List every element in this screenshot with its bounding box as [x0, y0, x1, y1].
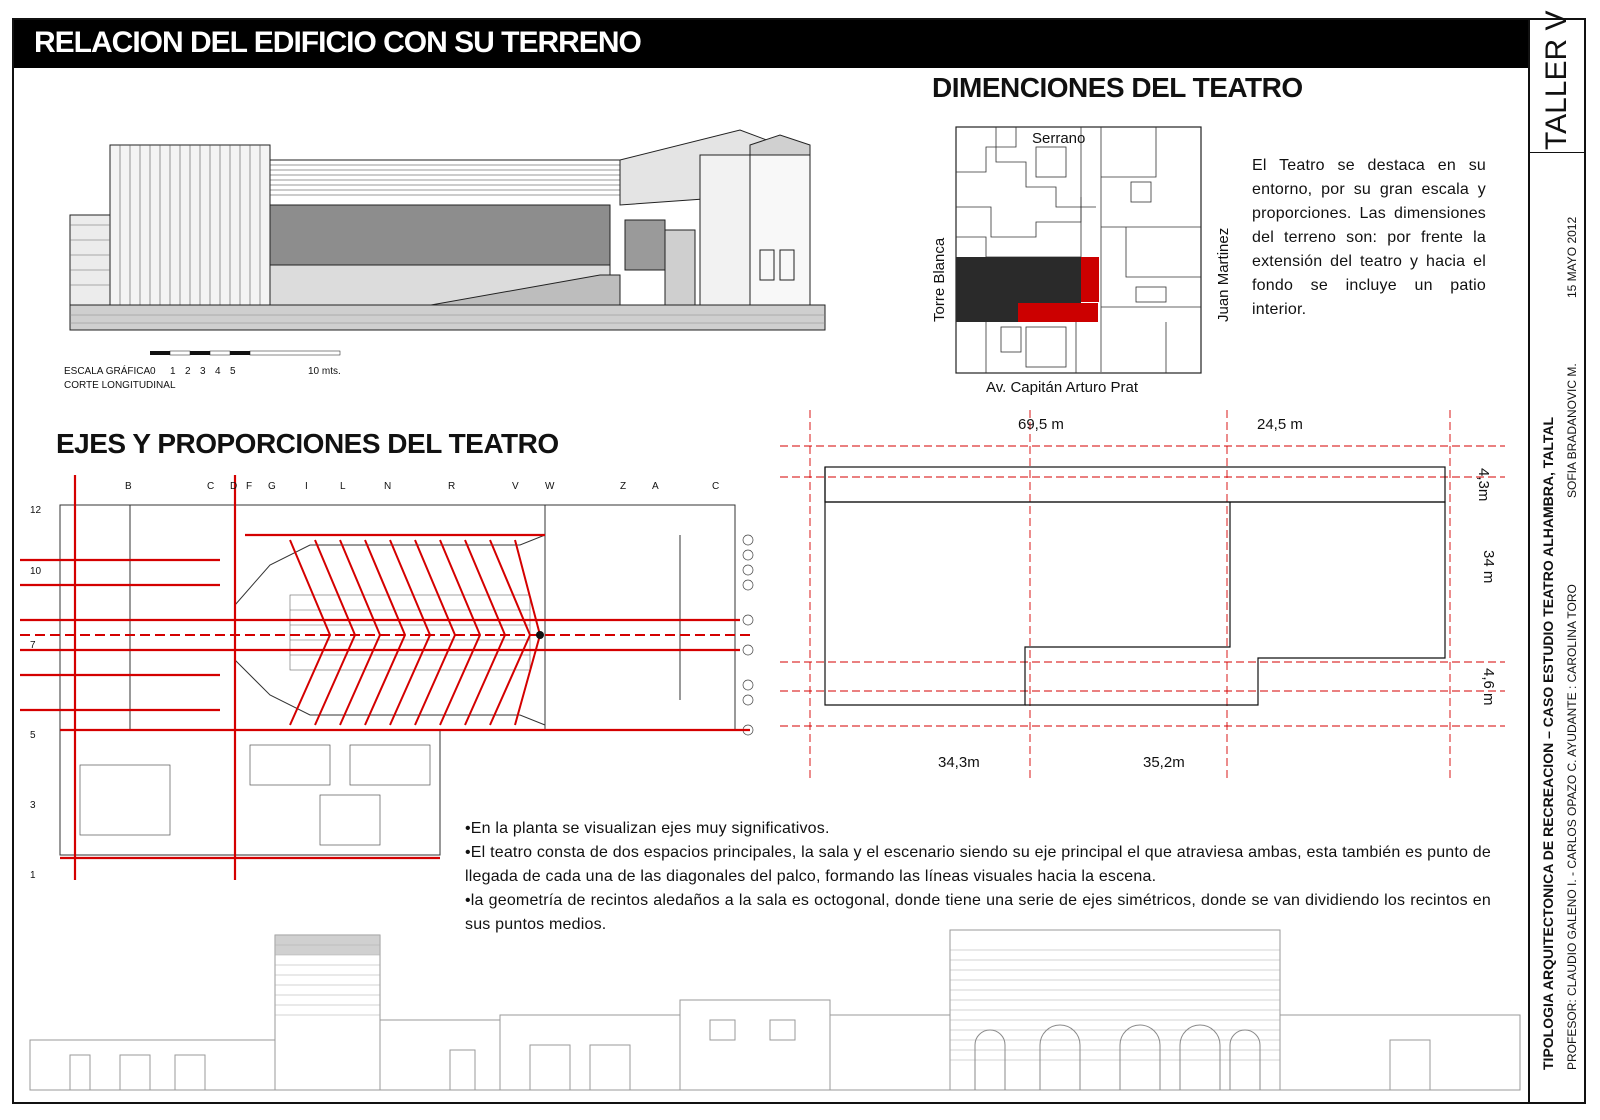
- title-banner: [14, 20, 1528, 68]
- scale-end: 10 mts.: [308, 366, 341, 377]
- dim-24-5: 24,5 m: [1257, 416, 1303, 433]
- street-prat: Av. Capitán Arturo Prat: [986, 379, 1139, 396]
- scale-number-1: 1: [170, 366, 176, 377]
- axis-row-10: 10: [30, 566, 42, 577]
- street-torre-blanca: Torre Blanca: [931, 237, 948, 322]
- project-label: TIPOLOGIA ARQUITECTONICA DE RECREACION – CASO ESTUDIO TEATRO ALHAMBRA, TALTAL: [1540, 416, 1556, 1070]
- dim-35-2: 35,2m: [1143, 754, 1185, 771]
- axis-label-n: N: [384, 481, 392, 492]
- axis-label-i: I: [305, 481, 308, 492]
- scale-number-3: 3: [200, 366, 206, 377]
- axis-label-v: V: [512, 481, 519, 492]
- axis-label-r: R: [448, 481, 456, 492]
- staff-label: PROFESOR: CLAUDIO GALENO I. - CARLOS OPAZO C. AYUDANTE : CAROLINA TORO: [1565, 584, 1579, 1070]
- axis-label-z: Z: [620, 481, 627, 492]
- scale-label: ESCALA GRÁFICA: [64, 366, 151, 377]
- axis-label-a2: A: [652, 481, 659, 492]
- student-label: SOFIA BRADANOVIC M.: [1565, 363, 1579, 498]
- scale-number-2: 2: [185, 366, 191, 377]
- scale-number-0: 0: [150, 366, 156, 377]
- taller-label: TALLER V: [1540, 10, 1573, 150]
- axis-label-f: F: [246, 481, 253, 492]
- dim-34-3: 34,3m: [938, 754, 980, 771]
- bullet-1: •En la planta se visualizan ejes muy significativos.: [465, 820, 830, 837]
- dimensions-description: El Teatro se destaca en su entorno, por su gran escala y proporciones. Las dimensiones del terreno son: por frente la extensión del teatro y hacia el fondo se incluye un patio interior.: [1252, 157, 1486, 318]
- dimension-diagram: [780, 410, 1505, 790]
- street-juan-martinez: Juan Martinez: [1215, 227, 1232, 322]
- axis-row-1: 1: [30, 870, 36, 881]
- sheet-title: RELACION DEL EDIFICIO CON SU TERRENO: [34, 26, 641, 59]
- dim-4-6: 4,6 m: [1480, 668, 1497, 706]
- axis-row-3: 3: [30, 800, 36, 811]
- street-elevation: [30, 920, 1520, 1095]
- scale-number-4: 4: [215, 366, 221, 377]
- axis-label-d: D: [230, 481, 238, 492]
- longitudinal-section-drawing: [60, 125, 840, 355]
- date-label: 15 MAYO 2012: [1565, 216, 1579, 298]
- axis-row-12: 12: [30, 505, 42, 516]
- street-serrano: Serrano: [1032, 130, 1086, 147]
- section-caption: CORTE LONGITUDINAL: [64, 380, 176, 391]
- axis-row-7: 7: [30, 640, 36, 651]
- dim-69-5: 69,5 m: [1018, 416, 1064, 433]
- axis-label-l: L: [340, 481, 346, 492]
- bullet-3: •la geometría de recintos aledaños a la sala es octogonal, donde tiene una serie de ejes simétricos, donde se van dividiendo los recintos en sus puntos medios.: [465, 892, 1491, 933]
- bullet-2: •El teatro consta de dos espacios principales, la sala y el escenario siendo su eje principal el que atraviesa ambas, esta también es punto de llegada de cada una de las diagonales del palco, formando las líneas visuales hacia la escena.: [465, 844, 1491, 885]
- dim-4-3: 4,3m: [1475, 468, 1492, 502]
- axis-row-5: 5: [30, 730, 36, 741]
- axis-label-b: B: [125, 481, 132, 492]
- axis-label-g: G: [268, 481, 276, 492]
- axis-label-w: W: [545, 481, 555, 492]
- dimensions-title: DIMENCIONES DEL TEATRO: [932, 72, 1303, 103]
- axis-label-c: C: [207, 481, 215, 492]
- axis-label-c2: C: [712, 481, 720, 492]
- scale-number-5: 5: [230, 366, 236, 377]
- dim-34: 34 m: [1480, 550, 1497, 584]
- axes-title: EJES Y PROPORCIONES DEL TEATRO: [56, 428, 559, 459]
- site-map: [956, 127, 1201, 373]
